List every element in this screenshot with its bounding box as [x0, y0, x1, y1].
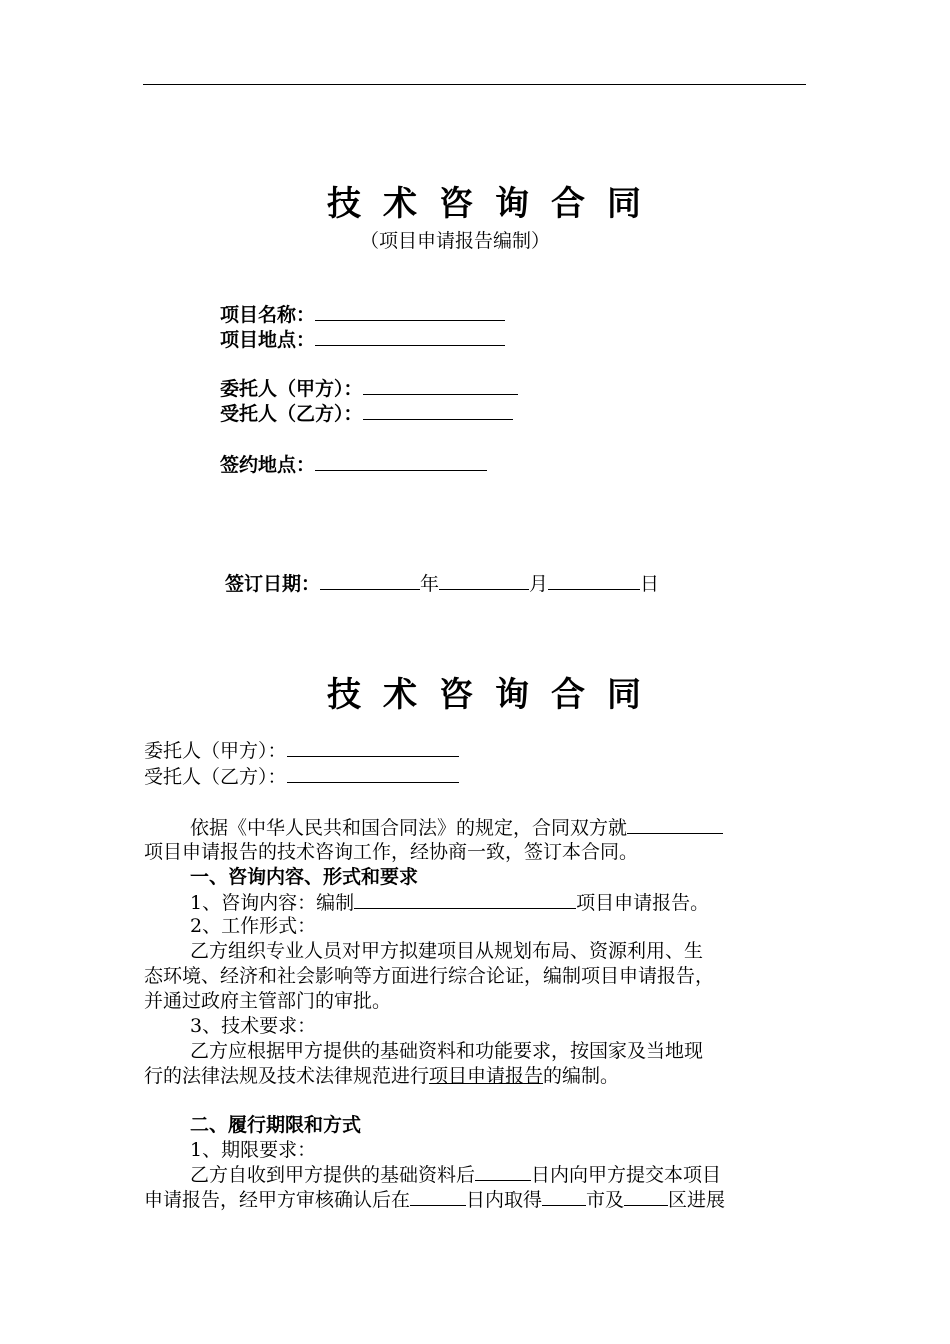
para-4-text-d: 日内取得	[466, 1189, 543, 1211]
item-1-text-b: 项目申请报告。	[576, 892, 710, 914]
body-client-blank	[287, 738, 459, 757]
project-site-field	[220, 325, 505, 352]
city-blank	[542, 1187, 586, 1206]
days-blank-1	[475, 1162, 531, 1181]
year-label: 年	[420, 573, 440, 595]
para-4-text-f: 区进展	[668, 1189, 726, 1211]
item-4: 1、期限要求：	[190, 1139, 317, 1161]
cover-contractor-label: 受托人（乙方）：	[220, 403, 363, 425]
intro-line-1	[190, 815, 723, 841]
cover-client-field	[220, 374, 518, 401]
para-4-line-1	[190, 1162, 721, 1188]
item-1-text-a: 1、咨询内容：编制	[190, 892, 355, 914]
body-title: 技术咨询合同	[327, 675, 663, 715]
para-2-line-1: 乙方组织专业人员对甲方拟建项目从规划布局、资源利用、生	[190, 940, 704, 962]
project-name-blank	[315, 302, 505, 321]
day-blank	[548, 571, 640, 590]
days-blank-2	[410, 1187, 466, 1206]
para-3-underlined-term: 项目申请报告	[429, 1065, 544, 1087]
para-4-text-a: 乙方自收到甲方提供的基础资料后	[190, 1164, 476, 1186]
body-client-label: 委托人（甲方）：	[144, 740, 287, 762]
para-2-line-3: 并通过政府主管部门的审批。	[144, 990, 392, 1012]
para-3-line-2	[144, 1064, 619, 1089]
month-blank	[439, 571, 529, 590]
intro-project-blank	[627, 815, 723, 834]
item-3: 3、技术要求：	[190, 1015, 317, 1037]
para-2-line-2: 态环境、经济和社会影响等方面进行综合论证，编制项目申请报告，	[144, 965, 715, 987]
item-1	[190, 890, 709, 916]
day-label: 日	[640, 573, 660, 595]
intro-line-2: 项目申请报告的技术咨询工作，经协商一致，签订本合同。	[144, 841, 639, 863]
para-4-line-2	[144, 1187, 725, 1213]
para-3-text-c: 的编制。	[543, 1065, 620, 1087]
section-2-title: 二、履行期限和方式	[190, 1114, 362, 1136]
item-1-blank	[354, 890, 576, 909]
para-4-text-e: 市及	[586, 1189, 625, 1211]
sign-place-label: 签约地点：	[220, 454, 316, 476]
para-4-text-c: 申请报告，经甲方审核确认后在	[144, 1189, 411, 1211]
sign-place-blank	[315, 452, 487, 471]
cover-title: 技术咨询合同	[327, 184, 663, 224]
district-blank	[624, 1187, 668, 1206]
section-1-title: 一、咨询内容、形式和要求	[190, 866, 419, 888]
project-site-blank	[315, 327, 505, 346]
body-contractor-field	[144, 764, 459, 790]
para-3-text-a: 行的法律法规及技术法律规范进行	[144, 1065, 430, 1087]
para-4-text-b: 日内向甲方提交本项目	[531, 1164, 722, 1186]
project-site-label: 项目地点：	[220, 329, 316, 351]
body-contractor-blank	[287, 764, 459, 783]
item-2: 2、工作形式：	[190, 915, 317, 937]
year-blank	[320, 571, 420, 590]
body-client-field	[144, 738, 459, 764]
cover-contractor-field	[220, 399, 513, 426]
cover-client-label: 委托人（甲方）：	[220, 378, 363, 400]
project-name-label: 项目名称：	[220, 304, 316, 326]
cover-subtitle: （项目申请报告编制）	[360, 230, 551, 252]
intro-text-a: 依据《中华人民共和国合同法》的规定，合同双方就	[190, 817, 628, 839]
sign-date-field	[225, 569, 659, 596]
header-rule	[143, 84, 806, 85]
body-contractor-label: 受托人（乙方）：	[144, 766, 287, 788]
cover-contractor-blank	[363, 401, 513, 420]
sign-date-label: 签订日期：	[225, 573, 321, 595]
cover-client-blank	[363, 376, 518, 395]
para-3-line-1: 乙方应根据甲方提供的基础资料和功能要求，按国家及当地现	[190, 1040, 704, 1062]
month-label: 月	[529, 573, 549, 595]
project-name-field	[220, 300, 505, 327]
sign-place-field	[220, 450, 487, 477]
